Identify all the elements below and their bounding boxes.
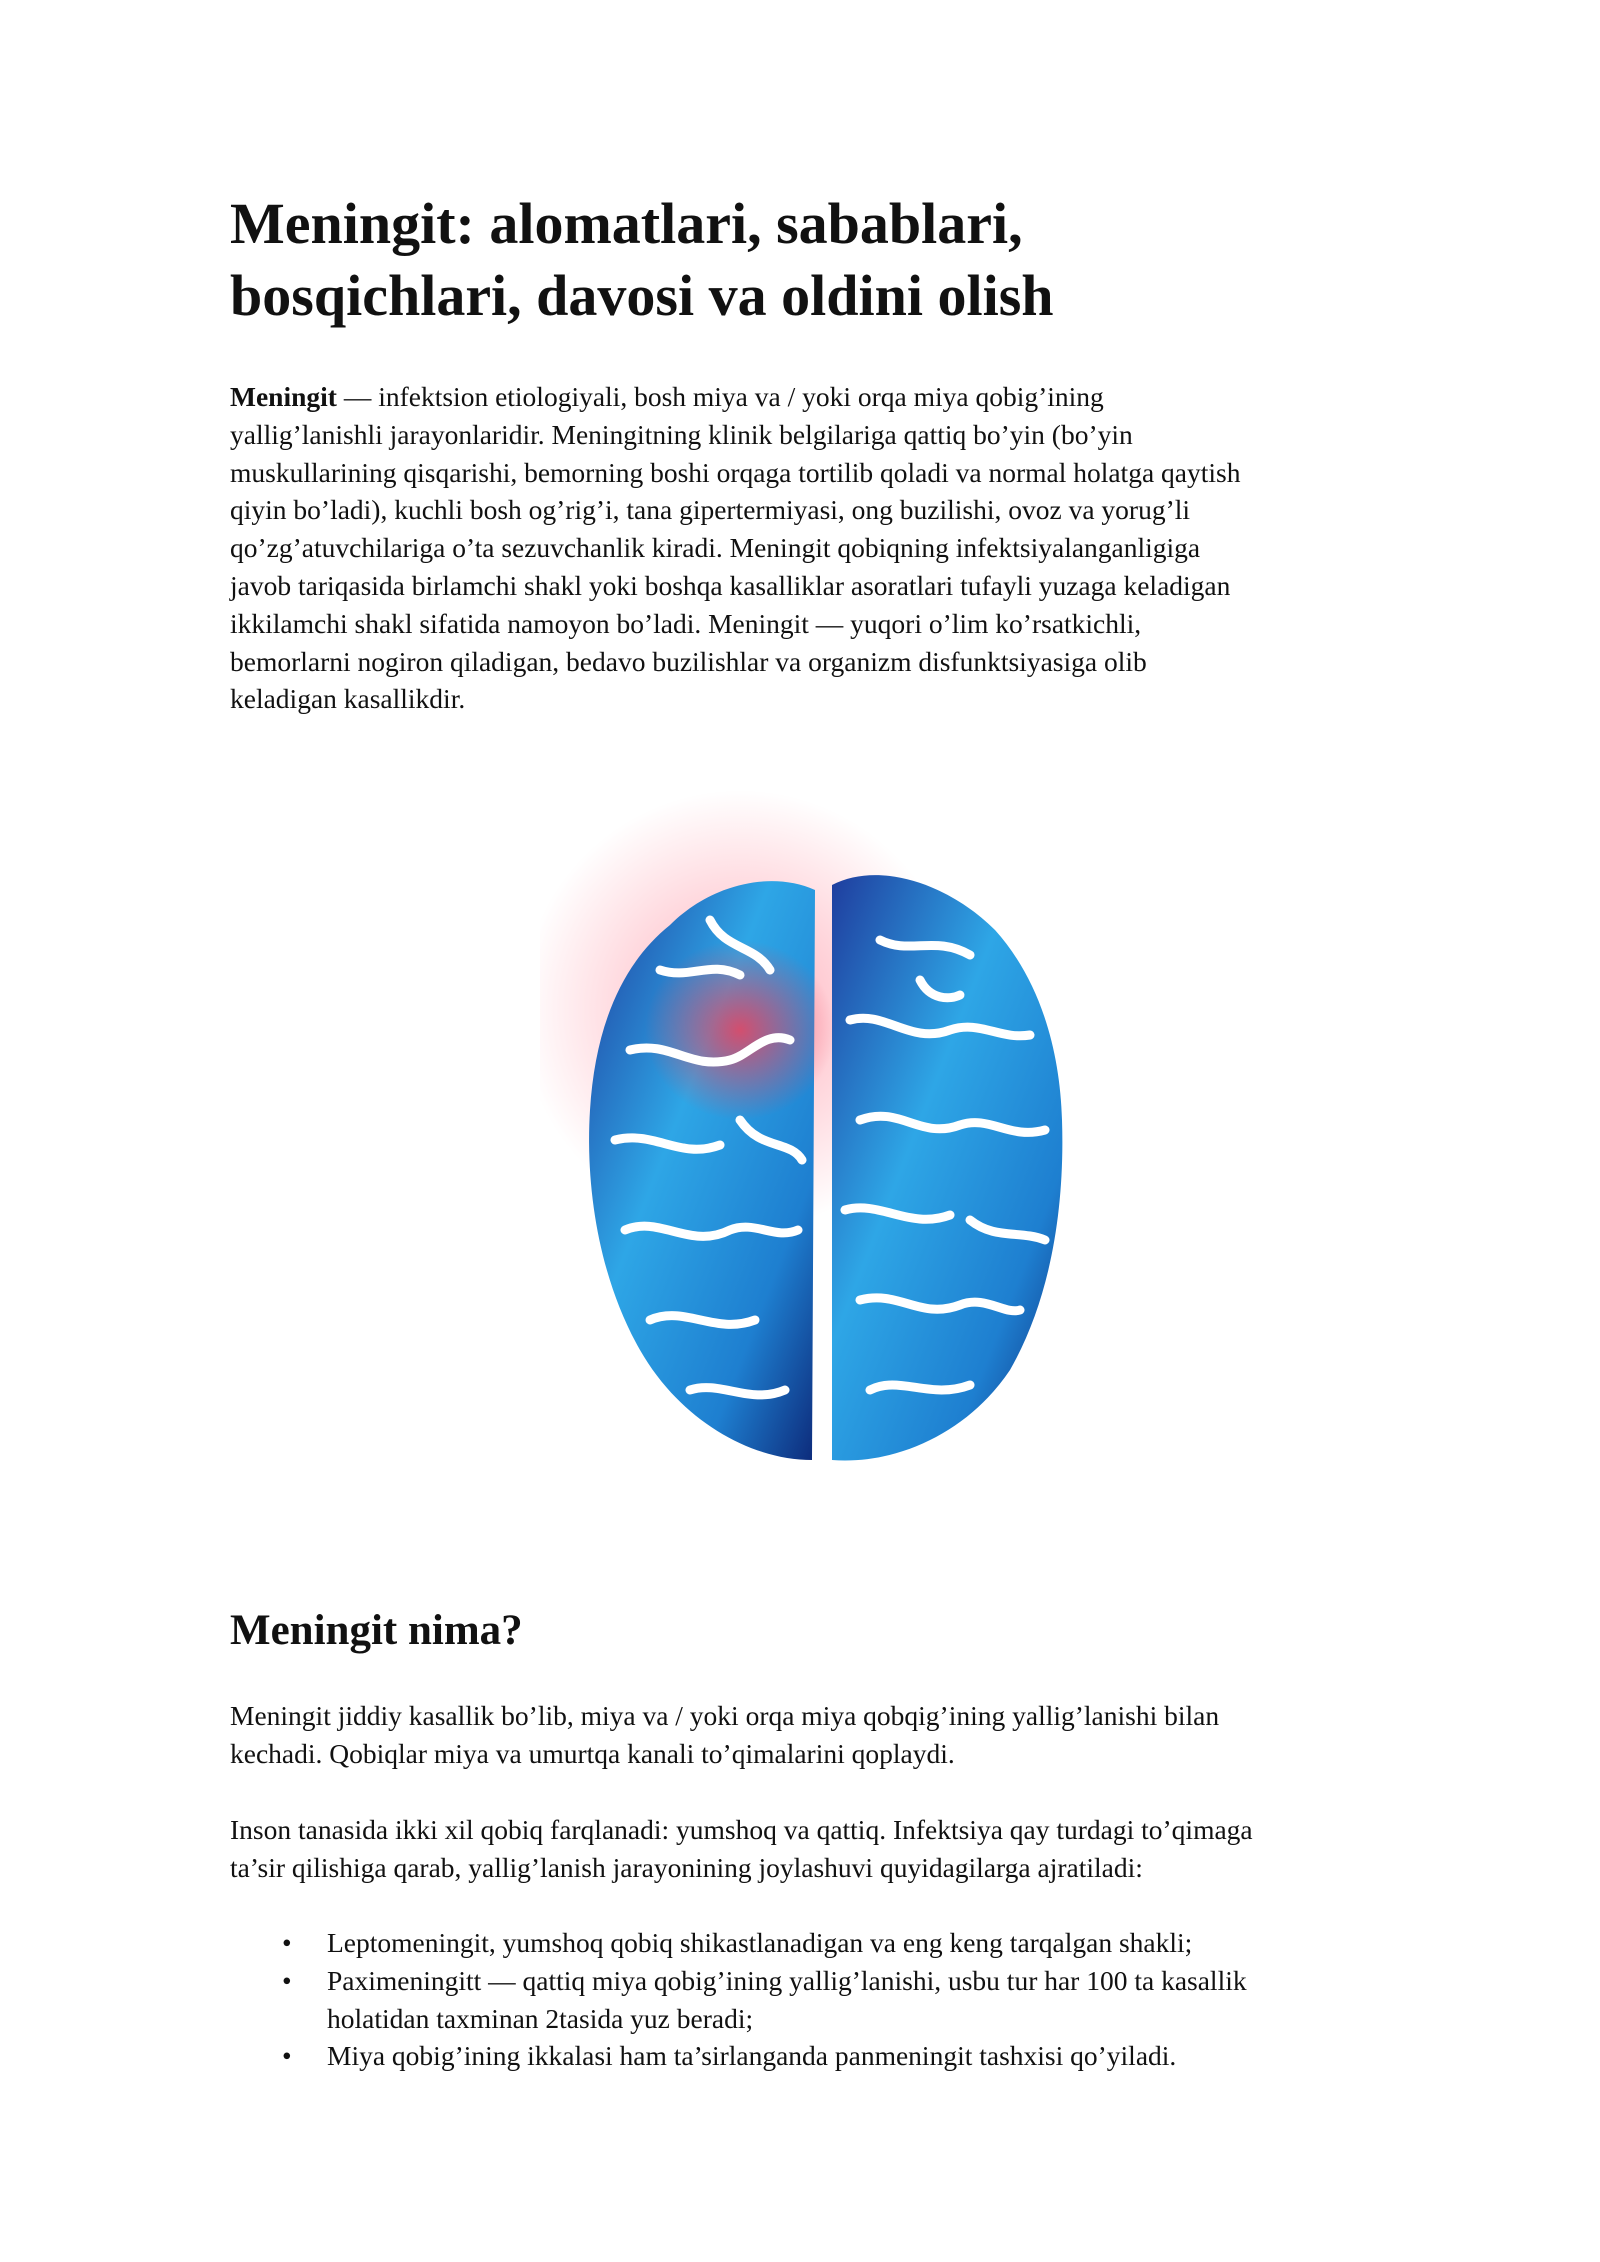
intro-paragraph: [230, 378, 1240, 718]
types-paragraph: [230, 1811, 1253, 1887]
intro-line: keladigan kasallikdir.: [230, 683, 466, 715]
list-item-text: Paximeningitt — qattiq miya qobig’ining yallig’lanishi, usbu tur har 100 ta kasallik: [327, 1964, 1247, 1996]
intro-first-line: — infektsion etiologiyali, bosh miya va / yoki orqa miya qobig’ining: [336, 381, 1104, 412]
right-hemisphere: [832, 875, 1062, 1460]
paragraph-line: ta’sir qilishiga qarab, yallig’lanish jarayonining joylashuvi quyidagilarga ajratiladi:: [230, 1851, 1143, 1883]
paragraph-line: Meningit jiddiy kasallik bo’lib, miya va / yoki orqa miya qobqig’ining yallig’lanishi bilan: [230, 1700, 1220, 1731]
page-title: [230, 188, 1054, 332]
title-line: Meningit: alomatlari, sabablari,: [230, 191, 1023, 256]
bullet-icon: •: [282, 2040, 292, 2072]
definition-paragraph: [230, 1697, 1219, 1773]
paragraph-line: Inson tanasida ikki xil qobiq farqlanadi: yumshoq va qattiq. Infektsiya qay turdagi to’qimaga: [230, 1814, 1253, 1845]
intro-line: ikkilamchi shakl sifatida namoyon bo’ladi. Meningit — yuqori o’lim ko’rsatkichli,: [230, 607, 1142, 639]
list-item-text: Leptomeningit, yumshoq qobiq shikastlanadigan va eng keng tarqalgan shakli;: [327, 1927, 1193, 1958]
intro-line: bemorlarni nogiron qiladigan, bedavo buzilishlar va organizm disfunktsiyasiga olib: [230, 645, 1147, 677]
list-item-text: holatidan taxminan 2tasida yuz beradi;: [327, 2002, 754, 2034]
intro-line: muskullarining qisqarishi, bemorning boshi orqaga tortilib qoladi va normal holatga qaytish: [230, 456, 1241, 488]
section-heading: Meningit nima?: [230, 1607, 523, 1654]
list-item: [230, 1924, 1247, 1962]
bullet-icon: •: [282, 1927, 292, 1958]
bullet-icon: •: [282, 1964, 292, 1996]
brain-illustration: [540, 760, 1100, 1520]
title-line: bosqichlari, davosi va oldini olish: [230, 263, 1054, 328]
inflammation-area: [645, 940, 835, 1120]
intro-line: qiyin bo’ladi), kuchli bosh og’rig’i, tana gipertermiyasi, ong buzilishi, ovoz va yorug’li: [230, 494, 1191, 526]
list-item: [230, 2037, 1247, 2075]
list-item-text: Miya qobig’ining ikkalasi ham ta’sirlanganda panmeningit tashxisi qo’yiladi.: [327, 2040, 1177, 2072]
intro-line: javob tariqasida birlamchi shakl yoki boshqa kasalliklar asoratlari tufayli yuzaga keladigan: [230, 569, 1231, 601]
intro-line: [230, 378, 1240, 416]
paragraph-line: kechadi. Qobiqlar miya va umurtqa kanali to’qimalarini qoplaydi.: [230, 1737, 955, 1769]
list-item: [230, 1962, 1247, 2038]
types-list: [230, 1924, 1247, 2075]
intro-line: qo’zg’atuvchilariga o’ta sezuvchanlik kiradi. Meningit qobiqning infektsiyalanganligiga: [230, 532, 1201, 564]
intro-term: Meningit: [230, 381, 337, 412]
intro-line: yallig’lanishli jarayonlaridir. Meningitning klinik belgilariga qattiq bo’yin (bo’yin: [230, 418, 1133, 450]
